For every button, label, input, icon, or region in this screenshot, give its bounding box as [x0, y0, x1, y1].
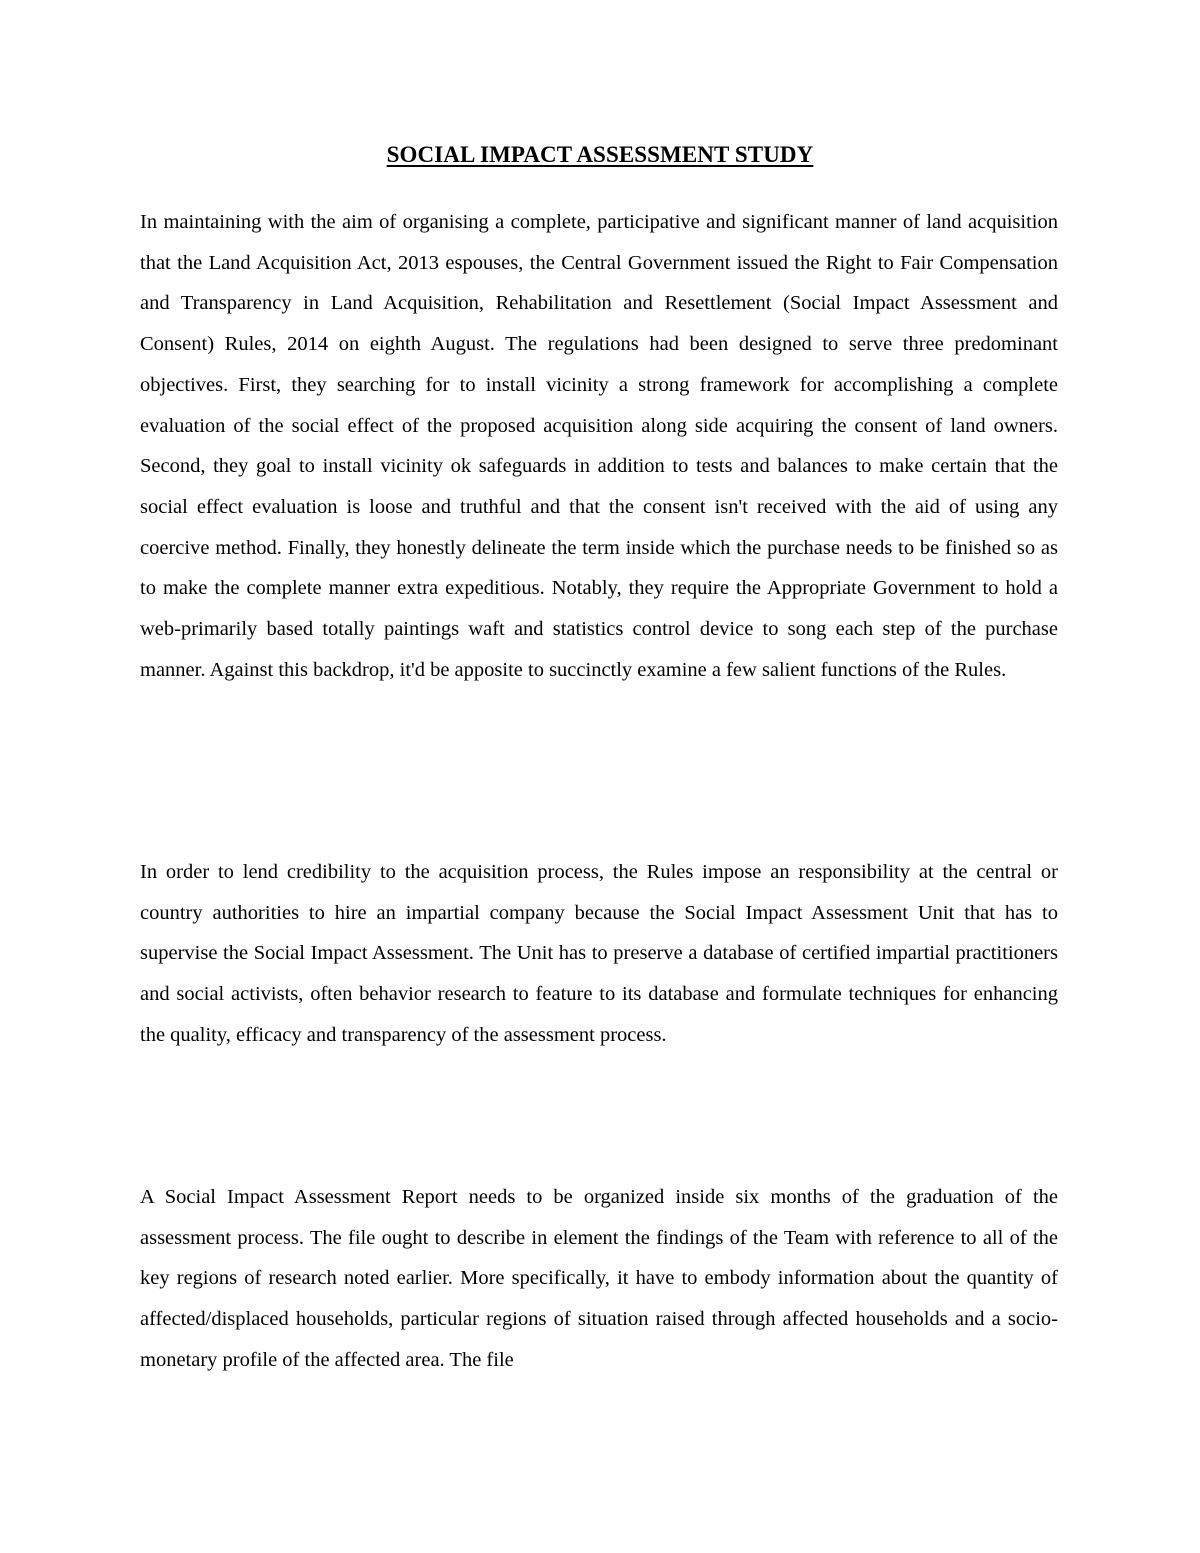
paragraph-assessment-unit: In order to lend credibility to the acquisition process, the Rules impose an responsibility at the central or country authorities to hire an impartial company because the Social Impact Assessment Unit that has to supervise the Social Impact Assessment. The Unit has to preserve a database of certified impartial practitioners and social activists, often behavior research to feature to its database and formulate techniques for enhancing the quality, efficacy and transparency of the assessment process.: [140, 861, 1058, 1046]
paragraph-assessment-report: A Social Impact Assessment Report needs to be organized inside six months of the graduation of the assessment process. The file ought to describe in element the findings of the Team with reference to all of the key regions of research noted earlier. More specifically, it have to embody information about the quantity of affected/displaced households, particular regions of situation raised through affected households and a socio-monetary profile of the affected area. The file: [140, 1186, 1058, 1371]
document-title: SOCIAL IMPACT ASSESSMENT STUDY: [386, 142, 814, 167]
paragraph-introduction: In maintaining with the aim of organising a complete, participative and significant manner of land acquisition that the Land Acquisition Act, 2013 espouses, the Central Government issued the Right to Fair Compensation and Transparency in Land Acquisition, Rehabilitation and Resettlement (Social Impact Assessment and Consent) Rules, 2014 on eighth August. The regulations had been designed to serve three predominant objectives. First, they searching for to install vicinity a strong framework for accomplishing a complete evaluation of the social effect of the proposed acquisition along side acquiring the consent of land owners. Second, they goal to install vicinity ok safeguards in addition to tests and balances to make certain that the social effect evaluation is loose and truthful and that the consent isn't received with the aid of using any coercive method. Finally, they honestly delineate the term inside which the purchase needs to be finished so as to make the complete manner extra expeditious. Notably, they require the Appropriate Government to hold a web-primarily based totally paintings waft and statistics control device to song each step of the purchase manner. Against this backdrop, it'd be apposite to succinctly examine a few salient functions of the Rules.: [140, 211, 1058, 681]
